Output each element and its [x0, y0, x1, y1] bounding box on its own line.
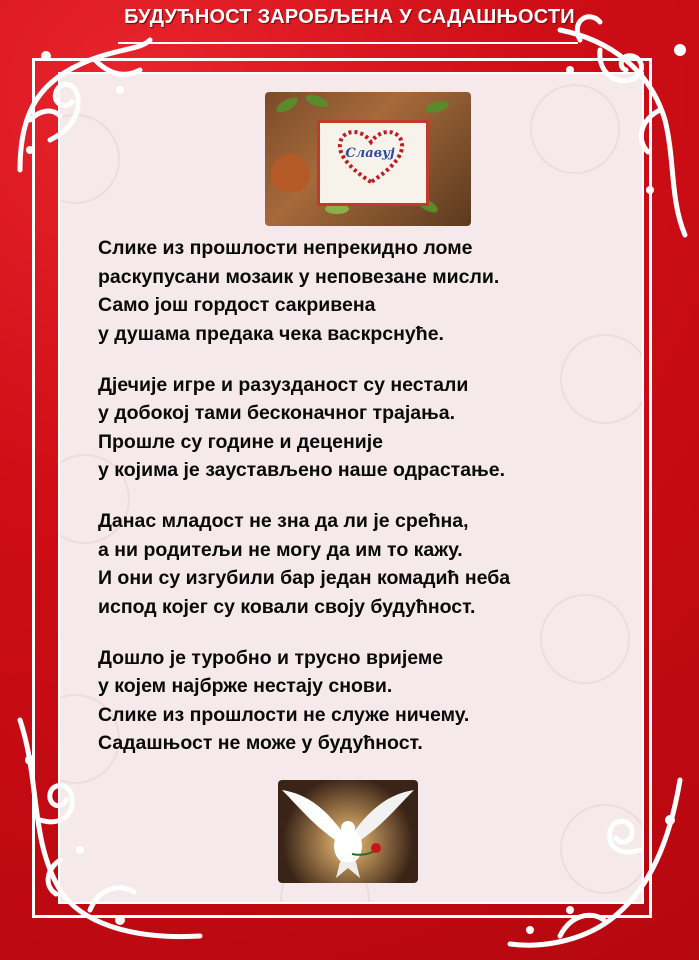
poem-line: Дошло је туробно и трусно вријеме — [98, 646, 444, 669]
poem-line: у којем најбрже нестају снови. — [98, 675, 393, 697]
poem-line: испод којег су ковали своју будућност. — [98, 595, 476, 618]
poem-line: Садашњост не може у будућност. — [98, 732, 423, 754]
poem-line: Само још гордост сакривена — [98, 294, 376, 316]
poem-line: Прошле су године и деценије — [98, 430, 384, 453]
title-underline — [118, 42, 578, 44]
poem-line: Слике из прошлости не служе ничему. — [98, 703, 470, 726]
flourish-top-right-icon — [540, 10, 699, 250]
stanza-3 — [98, 507, 638, 621]
poem-line: у добокој тами бесконачног трајања. — [98, 402, 456, 424]
poem-line: Слике из прошлости непрекидно ломе — [98, 237, 473, 259]
page-title: БУДУЋНОСТ ЗАРОБЉЕНА У САДАШЊОСТИ — [124, 6, 575, 28]
dove-icon — [278, 780, 418, 883]
stanza-4 — [98, 644, 638, 758]
poem-line: Дјечије игре и разузданост су нестали — [98, 373, 469, 396]
sign-text: Славуј — [345, 146, 395, 161]
poem-line: у душама предака чека васкрснуће. — [98, 322, 444, 345]
flourish-top-left-icon — [0, 20, 170, 190]
rose-icon — [371, 843, 381, 853]
squirrel-frame-image — [265, 92, 471, 226]
dove-with-rose-image — [278, 780, 418, 883]
stanza-1 — [98, 234, 638, 348]
flourish-bottom-right-icon — [500, 760, 699, 960]
poem-line: Данас младост не зна да ли је срећна, — [98, 510, 469, 532]
poem-line: раскупусани мозаик у неповезане мисли. — [98, 265, 500, 288]
squirrel-icon — [271, 154, 309, 192]
poem-text — [98, 234, 638, 780]
stanza-2 — [98, 371, 638, 485]
poem-line: а ни родитељи не могу да им то кажу. — [98, 538, 463, 561]
poem-line: у којима је заустављено наше одрастање. — [98, 459, 506, 481]
poem-line: И они су изгубили бар један комадић неба — [98, 567, 511, 589]
